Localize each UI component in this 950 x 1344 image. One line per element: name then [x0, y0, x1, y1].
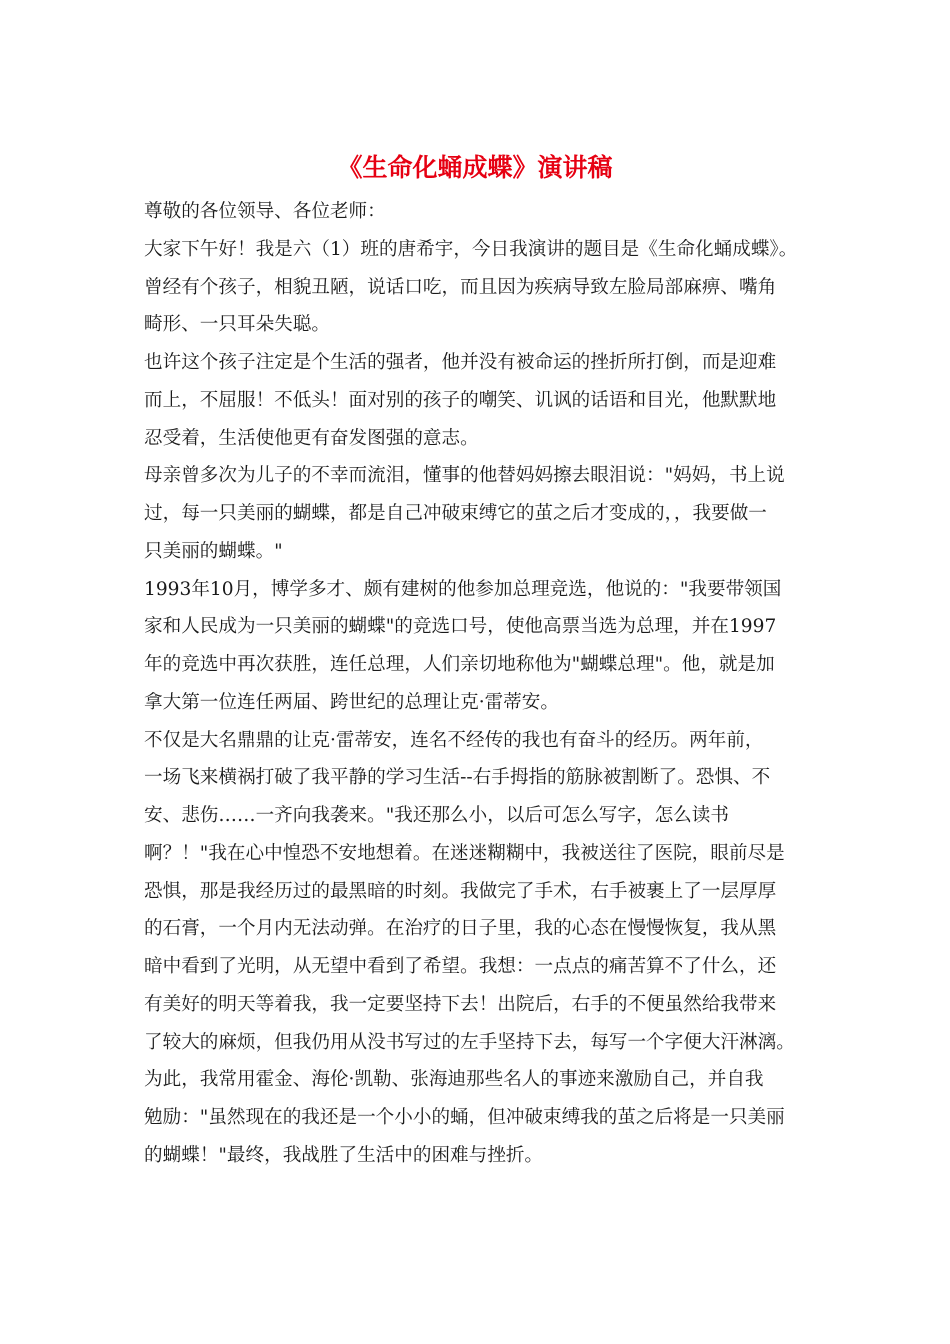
text-line: 也许这个孩子注定是个生活的强者，他并没有被命运的挫折所打倒，而是迎难 [144, 352, 777, 373]
text-line: 过，每一只美丽的蝴蝶，都是自己冲破束缚它的茧之后才变成的，，我要做一 [144, 503, 767, 524]
text-line: 啊？！"我在心中惶恐不安地想着。在迷迷糊糊中，我被送往了医院，眼前尽是 [144, 842, 785, 864]
text-line: 大家下午好！我是六（1）班的唐希宇，今日我演讲的题目是《生命化蛹成蝶》。 [144, 238, 798, 260]
text-line: 的蝴蝶！"最终，我战胜了生活中的困难与挫折。 [144, 1144, 544, 1166]
text-line: 有美好的明天等着我，我一定要坚持下去！出院后，右手的不便虽然给我带来 [144, 993, 777, 1015]
text-line: 曾经有个孩子，相貌丑陋，说话口吃，而且因为疾病导致左脸局部麻痹、嘴角 [144, 276, 777, 298]
text-line: 一场飞来横祸打破了我平静的学习生活--右手拇指的筋脉被割断了。恐惧、不 [144, 767, 771, 789]
text-line: 了较大的麻烦，但我仍用从没书写过的左手坚持下去，每写一个字便大汗淋漓。 [144, 1031, 795, 1053]
text-line: 1993年10月，博学多才、颇有建树的他参加总理竞选，他说的："我要带领国 [144, 578, 782, 600]
document-title: 《生命化蛹成蝶》演讲稿 [337, 153, 613, 182]
text-line: 家和人民成为一只美丽的蝴蝶"的竞选口号，使他高票当选为总理，并在1997 [144, 616, 777, 638]
text-line: 安、悲伤……一齐向我袭来。"我还那么小，以后可怎么写字，怎么读书 [144, 805, 729, 826]
text-line: 母亲曾多次为儿子的不幸而流泪，懂事的他替妈妈擦去眼泪说："妈妈，书上说 [144, 465, 785, 487]
text-line: 畸形、一只耳朵失聪。 [144, 314, 330, 336]
text-line: 忍受着，生活使他更有奋发图强的意志。 [144, 427, 479, 449]
text-line: 尊敬的各位领导、各位老师： [144, 201, 386, 222]
text-line: 只美丽的蝴蝶。" [144, 540, 283, 562]
text-line: 拿大第一位连任两届、跨世纪的总理让克·雷蒂安。 [144, 691, 559, 713]
text-line: 年的竞选中再次获胜，连任总理，人们亲切地称他为"蝴蝶总理"。他，就是加 [144, 654, 775, 675]
document-body [144, 193, 824, 1175]
text-line: 不仅是大名鼎鼎的让克·雷蒂安，连名不经传的我也有奋斗的经历。两年前， [144, 729, 764, 751]
text-line: 的石膏，一个月内无法动弹。在治疗的日子里，我的心态在慢慢恢复，我从黑 [144, 918, 777, 940]
text-line: 为此，我常用霍金、海伦·凯勒、张海迪那些名人的事迹来激励自己，并自我 [144, 1069, 764, 1091]
text-line: 而上，不屈服！不低头！面对别的孩子的嘲笑、讥讽的话语和目光，他默默地 [144, 389, 777, 411]
text-line: 勉励："虽然现在的我还是一个小小的蛹，但冲破束缚我的茧之后将是一只美丽 [144, 1107, 785, 1128]
text-line: 暗中看到了光明，从无望中看到了希望。我想：一点点的痛苦算不了什么，还 [144, 956, 777, 977]
text-line: 恐惧，那是我经历过的最黑暗的时刻。我做完了手术，右手被裹上了一层厚厚 [144, 880, 777, 902]
